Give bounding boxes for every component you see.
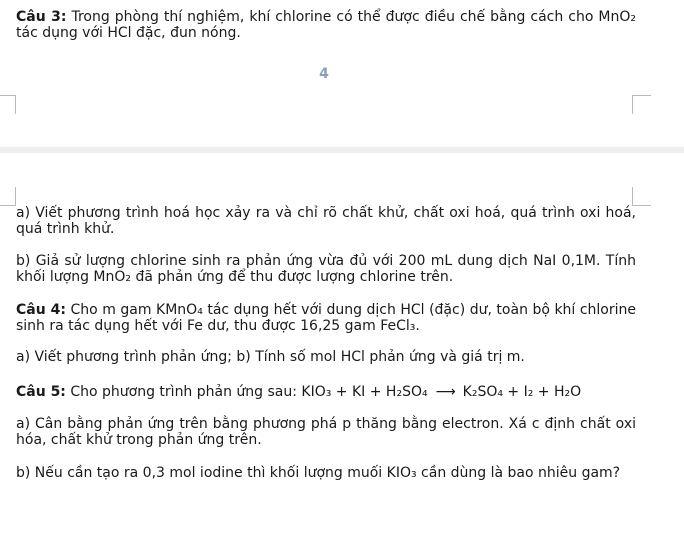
page-break (0, 147, 684, 153)
cau4-label: Câu 4: (16, 302, 66, 318)
cau5-question (16, 384, 636, 400)
cau3-question (16, 9, 636, 41)
page-corner-mark (0, 95, 16, 114)
cau4-parts: a) Viết phương trình phản ứng; b) Tính số mol HCl phản ứng và giá trị m. (16, 349, 525, 365)
cau4-question (16, 302, 636, 334)
cau5-reactants: Cho phương trình phản ứng sau: KIO₃ + KI + H₂SO₄ (65, 384, 428, 400)
cau3-part-b: b) Giả sử lượng chlorine sinh ra phản ứng vừa đủ với 200 mL dung dịch NaI 0,1M. Tính khối lượng MnO₂ đã phản ứng để thu được lượng chlorine trên. (16, 253, 636, 285)
cau3-label: Câu 3: (16, 9, 67, 25)
cau5-products: K₂SO₄ + I₂ + H₂O (462, 384, 582, 400)
cau5-part-b: b) Nếu cần tạo ra 0,3 mol iodine thì khối lượng muối KIO₃ cần dùng là bao nhiêu gam? (16, 465, 621, 481)
cau5-label: Câu 5: (16, 384, 66, 400)
cau3-part-a: a) Viết phương trình hoá học xảy ra và chỉ rõ chất khử, chất oxi hoá, quá trình oxi hoá, quá trình khử. (16, 205, 636, 237)
reaction-arrow: ⟶ (435, 384, 455, 400)
page-corner-mark (632, 95, 651, 114)
cau5-part-a: a) Cân bằng phản ứng trên bằng phương phá p thăng bằng electron. Xá c định chất oxi hóa, chất khử trong phản ứng trên. (16, 416, 636, 448)
cau4-text: Cho m gam KMnO₄ tác dụng hết với dung dịch HCl (đặc) dư, toàn bộ khí chlorine sinh ra tác dụng hết với Fe dư, thu được 16,25 gam FeCl₃. (16, 302, 636, 334)
page-corner-mark (0, 187, 16, 206)
page-corner-mark (632, 187, 651, 206)
page-number: 4 (319, 66, 329, 82)
cau3-text: Trong phòng thí nghiệm, khí chlorine có thể được điều chế bằng cách cho MnO₂ tác dụng với HCl đặc, đun nóng. (16, 9, 636, 41)
